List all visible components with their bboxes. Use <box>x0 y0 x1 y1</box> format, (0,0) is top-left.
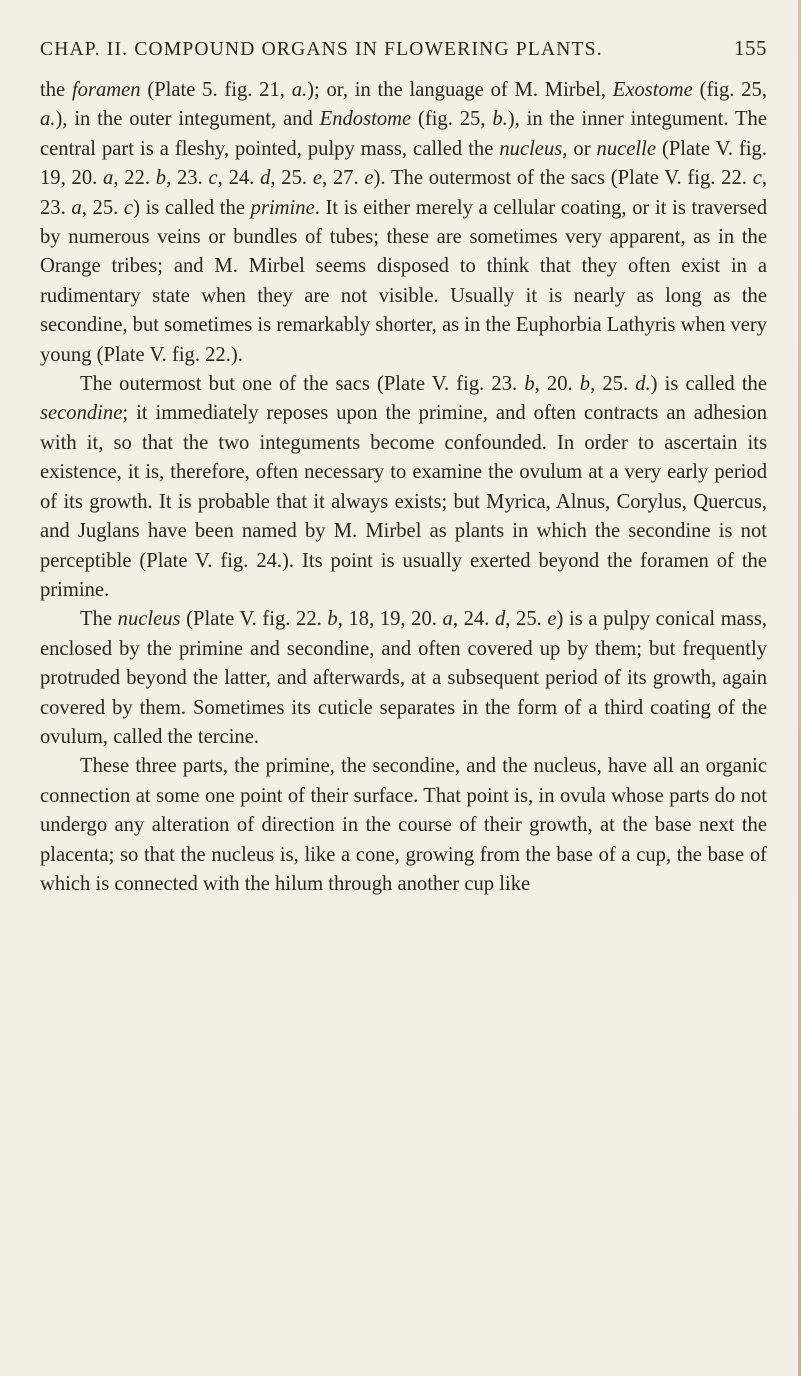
italic-term: e <box>312 167 322 190</box>
italic-term: c <box>208 167 218 190</box>
text-run: (Plate V. fig. 19, 20. <box>40 137 767 190</box>
page-number: 155 <box>734 36 767 60</box>
italic-term: d. <box>635 373 651 396</box>
italic-term: a. <box>291 79 308 101</box>
text-run: ), in the outer integument, and <box>55 108 320 131</box>
paragraph <box>40 752 767 899</box>
italic-term: e <box>364 167 374 190</box>
text-run: ) is called the <box>133 196 251 219</box>
italic-term: d <box>260 167 271 190</box>
text-run: , 18, 19, 20. <box>337 608 443 631</box>
text-run: ). The outermost of the sacs (Plate V. fig. 22. <box>373 167 753 190</box>
text-run: (Plate V. fig. 22. <box>180 608 328 631</box>
text-run: ) is a pulpy conical mass, enclosed by the primine and secondine, and often covered up by them; but frequently protruded beyond the latter, and afterwards, at a subsequent period of its growth, again covered by them. Sometimes its cuticle separates in the form of a third coating of the ovulum, called the tercine. <box>40 608 768 748</box>
text-run: , 23. <box>40 167 767 219</box>
text-run: . It is either merely a cellular coating, or it is traversed by numerous veins or bundles of tubes; these are sometimes very apparent, as in the Orange tribes; and M. Mirbel seems disposed to think that they often exist in a rudimentary state when they are not visible. Usually it is nearly as long as the secondine, but sometimes is remarkably shorter, as in the Euphorbia Lathyris when very young (Plate V. fig. 22.). <box>40 196 767 366</box>
italic-term: foramen <box>71 79 141 101</box>
text-run: ); or, in the language of M. Mirbel, <box>307 79 613 101</box>
paragraph <box>40 605 767 752</box>
text-run: ) is called the <box>650 373 767 396</box>
italic-term: primine <box>250 196 315 219</box>
italic-term: b <box>327 608 338 631</box>
text-run: ; it immediately reposes upon the primine, and often contracts an adhesion with it, so that the two integuments become confounded. In order to ascertain its existence, it is, therefore, often necessary to examine the ovulum at a very early period of its growth. It is probable that it always exists; but Myrica, Alnus, Corylus, Quercus, and Juglans have been named by M. Mirbel as plants in which the secondine is not perceptible (Plate V. fig. 24.). Its point is usually exerted beyond the foramen of the primine. <box>40 402 767 601</box>
italic-term: b <box>579 373 591 396</box>
running-head <box>40 36 767 61</box>
text-run: , 27. <box>321 167 365 190</box>
text-run: These three parts, the primine, the secondine, and the nucleus, have all an organic connection at some one point of their surface. That point is, in ovula whose parts do not undergo any alteration of direction in the course of their growth, at the base next the placenta; so that the nucleus is, like a cone, growing from the base of a cup, the base of which is connected with the hilum through another cup like <box>40 755 767 895</box>
running-head-title: CHAP. II. COMPOUND ORGANS IN FLOWERING PLANTS. <box>40 39 603 60</box>
italic-term: nucleus <box>499 137 563 160</box>
italic-term: e <box>547 608 557 631</box>
text-run: , 24. <box>452 608 495 631</box>
text-run: , 25. <box>81 196 124 219</box>
paragraph <box>40 370 767 605</box>
italic-term: b. <box>492 108 508 131</box>
italic-term: nucelle <box>596 137 656 160</box>
text-run: , 22. <box>113 167 156 190</box>
text-run: , or <box>562 137 597 160</box>
italic-term: a <box>103 167 114 190</box>
italic-term: a <box>442 608 453 631</box>
paragraph <box>40 76 767 370</box>
text-run: (fig. 25, <box>411 108 493 131</box>
text-run: (Plate 5. fig. 21, <box>140 79 292 101</box>
italic-term: a <box>71 196 82 219</box>
text-run: , 25. <box>590 373 636 396</box>
italic-term: c <box>123 196 134 219</box>
text-run: , 25. <box>270 167 313 190</box>
text-run: ), in the inner integument. The central part is a fleshy, pointed, pulpy mass, called the <box>40 108 767 160</box>
italic-term: b <box>155 167 167 190</box>
italic-term: Endostome <box>319 108 412 131</box>
text-run: , 23. <box>166 167 209 190</box>
italic-term: d <box>494 608 506 631</box>
italic-term: c <box>752 167 762 190</box>
italic-term: a. <box>40 108 56 131</box>
text-run: The <box>80 608 118 631</box>
text-run: , 24. <box>217 167 261 190</box>
italic-term: secondine <box>40 402 123 425</box>
text-run: The outermost but one of the sacs (Plate V. fig. 23. <box>80 373 525 396</box>
italic-term: Exostome <box>612 79 693 101</box>
text-run: , 25. <box>505 608 548 631</box>
text-run: (fig. 25, <box>692 79 767 101</box>
text-run: the <box>40 79 72 101</box>
body-text <box>40 76 767 899</box>
italic-term: nucleus <box>117 608 181 631</box>
italic-term: b <box>524 373 535 396</box>
text-run: , 20. <box>534 373 580 396</box>
